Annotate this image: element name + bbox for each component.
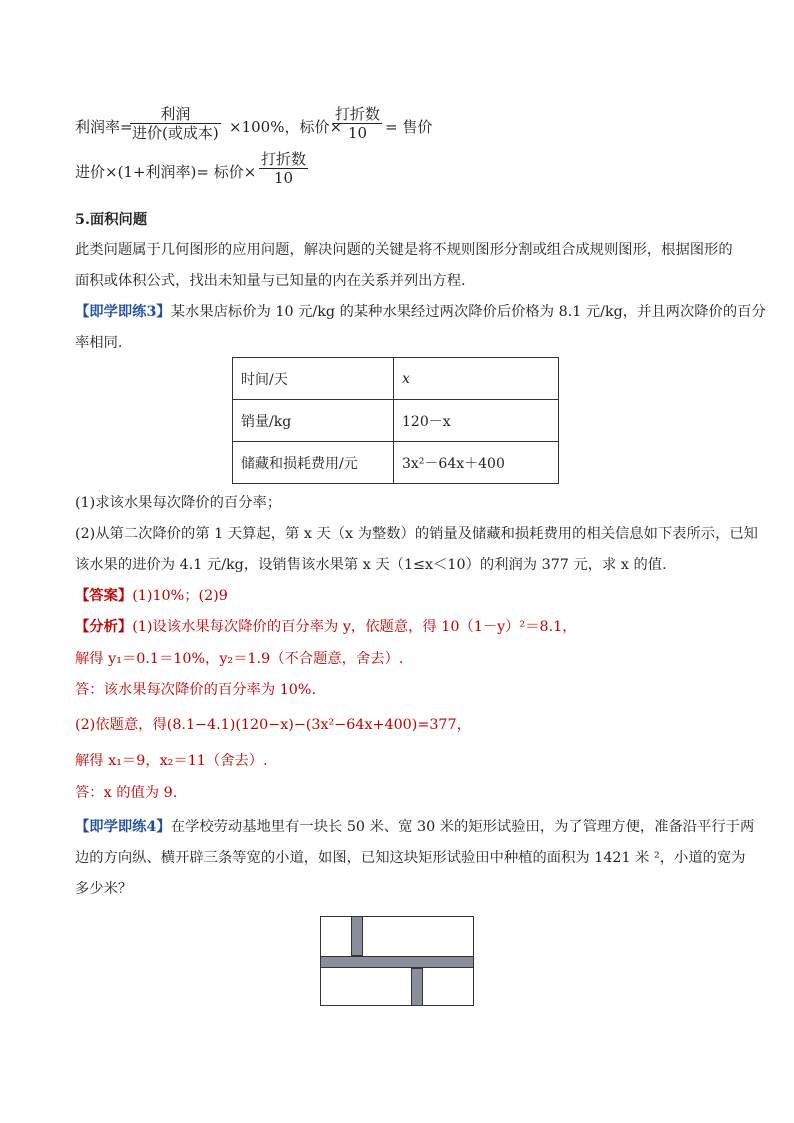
exercise4-line3: 多少米？ bbox=[75, 881, 133, 897]
section-heading: 5.面积问题 bbox=[75, 212, 148, 228]
exercise-text: 某水果店标价为 10 元/kg 的某种水果经过两次降价后价格为 8.1 元/kg，并且两次降价的百分 bbox=[170, 304, 766, 320]
formula2-lhs: 进价×(1+利润率)= 标价× bbox=[75, 163, 257, 181]
paragraph-line: 此类问题属于几何图形的应用问题，解决问题的关键是将不规则图形分割或组合成规则图形，根据图形的 bbox=[75, 242, 733, 258]
answer-tag: 【答案】 bbox=[75, 588, 133, 604]
horizontal-path bbox=[320, 956, 474, 968]
exercise3-line2: 率相同. bbox=[75, 335, 123, 351]
fraction-numerator: 打折数 bbox=[261, 150, 307, 168]
discount-fraction-2 bbox=[259, 150, 308, 187]
table-cell: 销量/kg bbox=[233, 400, 394, 442]
fraction-denominator: 10 bbox=[347, 124, 368, 142]
paragraph-line: 面积或体积公式，找出未知量与已知量的内在关系并列出方程. bbox=[75, 273, 466, 289]
fraction-denominator: 10 bbox=[273, 169, 294, 187]
question-2-line1: (2)从第二次降价的第 1 天算起，第 x 天（x 为整数）的销量及储藏和损耗费用的相关信息如下表所示，已知 bbox=[75, 526, 758, 542]
fraction-denominator: 进价(或成本) bbox=[132, 124, 219, 142]
table-cell: 120－x bbox=[394, 400, 559, 442]
fraction-numerator: 利润 bbox=[160, 105, 191, 123]
profit-rate-fraction bbox=[130, 105, 221, 142]
fraction-numerator: 打折数 bbox=[335, 105, 381, 123]
table-cell: 3x²－64x＋400 bbox=[394, 442, 559, 484]
table-cell: x bbox=[394, 358, 559, 400]
formula1-lhs: 利润率= bbox=[75, 118, 133, 136]
table-row bbox=[233, 442, 559, 484]
analysis-text: (1)设该水果每次降价的百分率为 y，依题意，得 10（1－y）²＝8.1， bbox=[132, 619, 577, 635]
formula1-rhs: = 售价 bbox=[385, 118, 433, 136]
discount-fraction bbox=[333, 105, 382, 142]
formula1-middle: ×100%，标价× bbox=[229, 118, 343, 136]
analysis-tag: 【分析】 bbox=[75, 619, 133, 635]
table-row bbox=[233, 358, 559, 400]
table-cell: 时间/天 bbox=[233, 358, 394, 400]
analysis-line: 解得 x₁＝9，x₂＝11（舍去）. bbox=[75, 753, 268, 769]
question-1: (1)求该水果每次降价的百分率； bbox=[75, 495, 282, 511]
answer-line bbox=[75, 585, 228, 605]
exercise-text: 在学校劳动基地里有一块长 50 米、宽 30 米的矩形试验田，为了管理方便，准备沿平行于两 bbox=[170, 819, 755, 835]
table-row bbox=[233, 400, 559, 442]
vertical-path-lower bbox=[411, 968, 423, 1006]
field-diagram bbox=[320, 916, 474, 1006]
analysis-line bbox=[75, 616, 577, 636]
question-2-line2: 该水果的进价为 4.1 元/kg，设销售该水果第 x 天（1≤x＜10）的利润为 377 元，求 x 的值. bbox=[75, 557, 667, 573]
table-cell: 储藏和损耗费用/元 bbox=[233, 442, 394, 484]
exercise-tag: 【即学即练4】 bbox=[75, 819, 171, 835]
analysis-line: 答：x 的值为 9. bbox=[75, 785, 178, 801]
data-table bbox=[232, 357, 559, 484]
exercise4-line2: 边的方向纵、横开辟三条等宽的小道，如图，已知这块矩形试验田中种植的面积为 1421 米 ²，小道的宽为 bbox=[75, 850, 746, 866]
analysis-line: 答：该水果每次降价的百分率为 10%. bbox=[75, 682, 317, 698]
vertical-path-upper bbox=[351, 916, 363, 956]
analysis-line: (2)依题意，得(8.1−4.1)(120−x)−(3x²−64x+400)=377， bbox=[75, 717, 471, 733]
answer-text: (1)10%；(2)9 bbox=[132, 588, 228, 604]
exercise4-line1 bbox=[75, 816, 754, 836]
exercise3-line1 bbox=[75, 301, 766, 321]
exercise-tag: 【即学即练3】 bbox=[75, 304, 171, 320]
analysis-line: 解得 y₁＝0.1＝10%，y₂＝1.9（不合题意，舍去）. bbox=[75, 651, 404, 667]
